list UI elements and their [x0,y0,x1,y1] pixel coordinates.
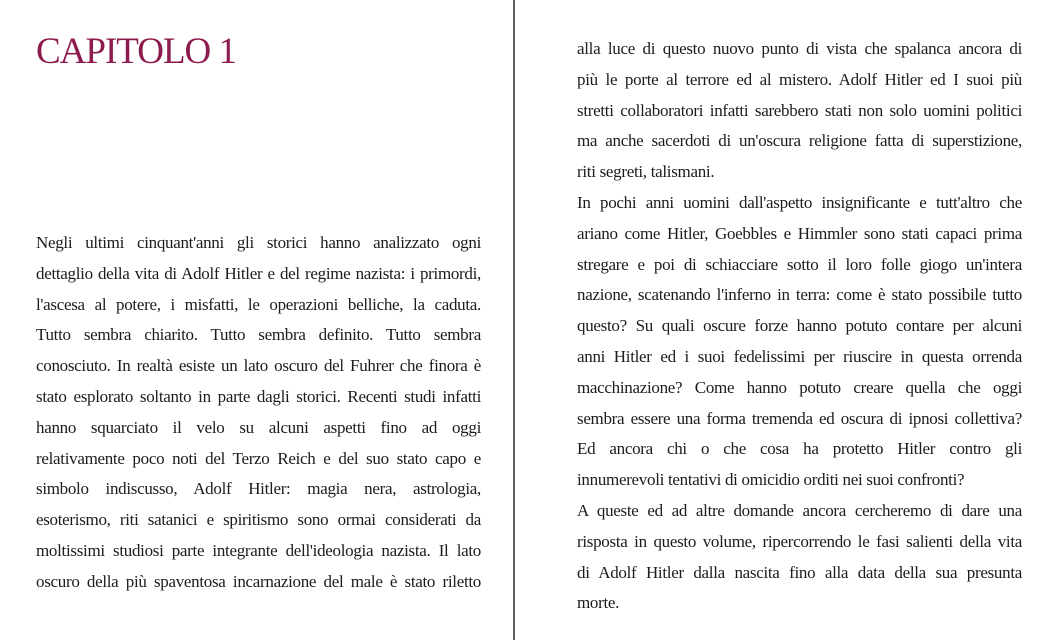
page-divider [513,0,515,640]
text-line: simbolo indiscusso, Adolf Hitler: magia nera, astrologia, [36,479,481,499]
right-page-text [577,34,1022,619]
text-line: sembra essere una forma tremenda ed oscura di ipnosi collettiva? [577,408,1022,428]
text-line: Tutto sembra chiarito. Tutto sembra definito. Tutto sembra [36,325,481,345]
text-line: riti segreti, talismani. [577,162,715,182]
text-line: innumerevoli tentativi di omicidio orditi nei suoi confronti? [577,470,965,490]
text-line: conosciuto. In realtà esiste un lato oscuro del Fuhrer che finora è [36,356,481,376]
text-line: risposta in questo volume, ripercorrendo le fasi salienti della vita [577,531,1022,551]
text-line: stretti collaboratori infatti sarebbero stati non solo uomini politici [577,100,1022,120]
text-line: hanno squarciato il velo su alcuni aspetti fino ad oggi [36,417,481,437]
text-line: questo? Su quali oscure forze hanno potuto contare per alcuni [577,316,1022,336]
text-line: morte. [577,593,620,613]
text-line: ariano come Hitler, Goebbles e Himmler sono stati capaci prima [577,223,1022,243]
text-line: dettaglio della vita di Adolf Hitler e del regime nazista: i primordi, [36,263,481,283]
text-line: più le porte al terrore ed al mistero. Adolf Hitler ed I suoi più [577,69,1022,89]
text-line: Negli ultimi cinquant'anni gli storici hanno analizzato ogni [36,233,481,252]
text-line: alla luce di questo nuovo punto di vista che spalanca ancora di [577,39,1022,58]
text-line: ma anche sacerdoti di un'oscura religione fatta di superstizione, [577,131,1022,151]
right-page[interactable] [516,0,1039,640]
text-line: esoterismo, riti satanici e spiritismo sono ormai considerati da [36,510,481,530]
chapter-title: CAPITOLO 1 [36,31,237,72]
text-line: relativamente poco noti del Terzo Reich e del suo stato capo e [36,448,481,468]
text-line: A queste ed ad altre domande ancora cercheremo di dare una [577,500,1022,520]
left-page[interactable] [0,0,514,640]
text-line: l'ascesa al potere, i misfatti, le operazioni belliche, la caduta. [36,294,481,314]
text-line: di Adolf Hitler dalla nascita fino alla data della sua presunta [577,562,1022,582]
text-line: stregare e poi di schiacciare sotto il loro folle giogo un'intera [577,254,1022,274]
text-line: In pochi anni uomini dall'aspetto insignificante e tutt'altro che [577,192,1022,212]
text-line: oscuro della più spaventosa incarnazione del male è stato riletto [36,571,481,591]
text-line: moltissimi studiosi parte integrante dell'ideologia nazista. Il lato [36,540,481,560]
text-line: stato esplorato soltanto in parte dagli storici. Recenti studi infatti [36,386,481,406]
text-line: anni Hitler ed i suoi fedelissimi per riuscire in questa orrenda [577,346,1022,366]
text-line: nazione, scatenando l'inferno in terra: come è stato possibile tutto [577,285,1022,305]
text-line: macchinazione? Come hanno potuto creare quella che oggi [577,377,1022,397]
left-page-text [36,228,481,598]
text-line: Ed ancora chi o che cosa ha protetto Hitler contro gli [577,439,1022,459]
